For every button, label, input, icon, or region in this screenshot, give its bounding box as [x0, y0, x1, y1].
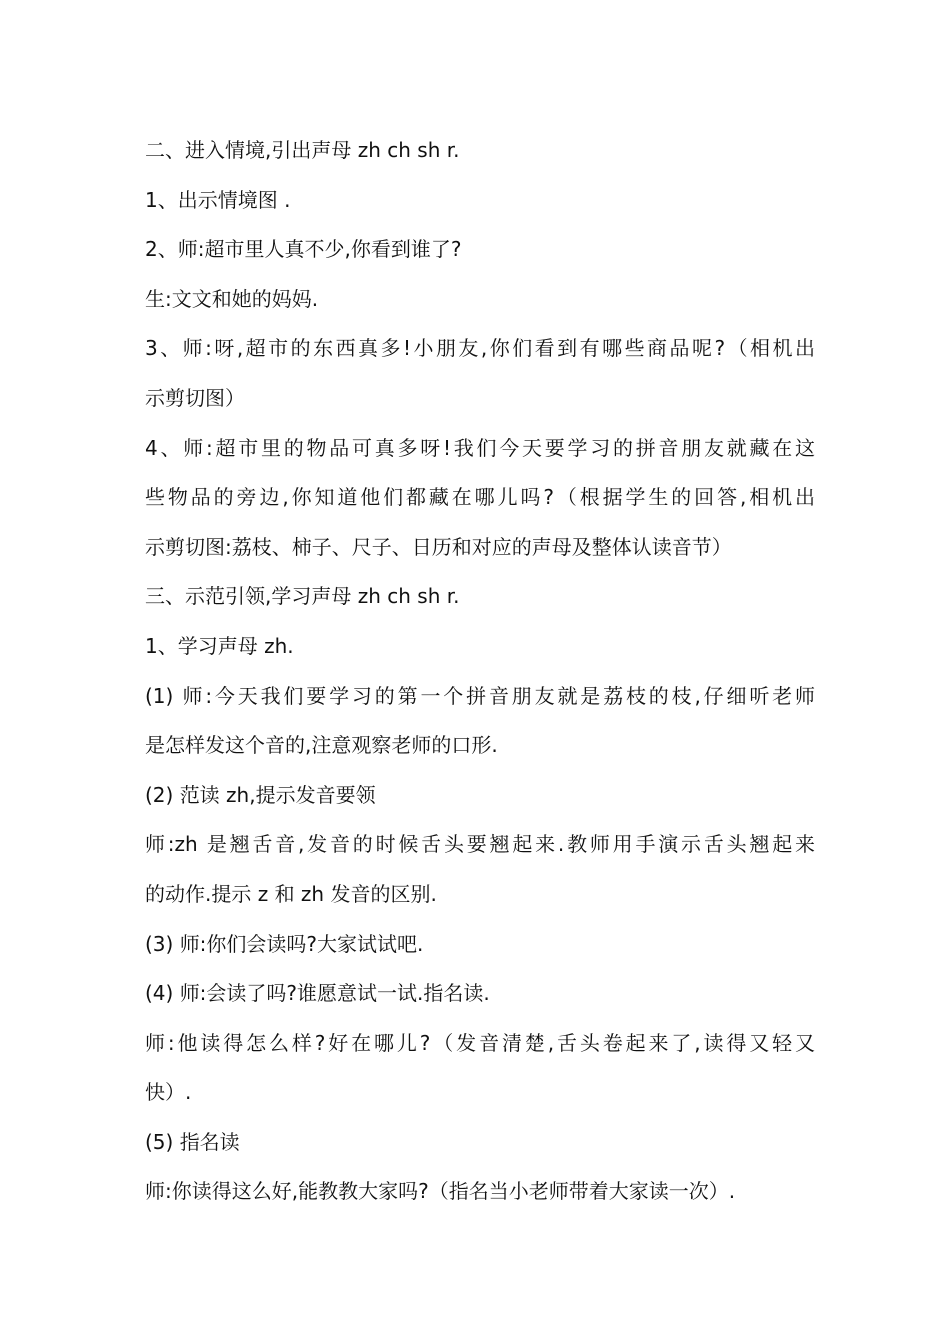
- paragraph-line: (5) 指名读: [145, 1129, 240, 1154]
- paragraph-line: 示剪切图）: [145, 385, 245, 410]
- paragraph-line: 师:zh 是翘舌音,发音的时候舌头要翘起来.教师用手演示舌头翘起来: [145, 832, 815, 857]
- document-body: [145, 126, 815, 1217]
- paragraph-line: 1、出示情境图 .: [145, 187, 291, 212]
- paragraph-line: (2) 范读 zh,提示发音要领: [145, 782, 376, 807]
- paragraph-line: 3、师:呀,超市的东西真多!小朋友,你们看到有哪些商品呢?（相机出: [145, 336, 815, 361]
- paragraph-line: 是怎样发这个音的,注意观察老师的口形.: [145, 733, 498, 758]
- paragraph-line: 示剪切图:荔枝、柿子、尺子、日历和对应的声母及整体认读音节）: [145, 534, 732, 559]
- paragraph-line: 1、学习声母 zh.: [145, 633, 294, 658]
- paragraph-line: 4、师:超市里的物品可真多呀!我们今天要学习的拼音朋友就藏在这: [145, 435, 815, 460]
- paragraph-line: 生:文文和她的妈妈.: [145, 286, 319, 311]
- paragraph-line: (3) 师:你们会读吗?大家试试吧.: [145, 931, 424, 956]
- paragraph-line: 师:你读得这么好,能教教大家吗?（指名当小老师带着大家读一次）.: [145, 1179, 736, 1204]
- paragraph-line: 2、师:超市里人真不少,你看到谁了?: [145, 237, 462, 262]
- paragraph-line: 的动作.提示 z 和 zh 发音的区别.: [145, 881, 437, 906]
- section-heading: 三、示范引领,学习声母 zh ch sh r.: [145, 584, 460, 609]
- paragraph-line: (4) 师:会读了吗?谁愿意试一试.指名读.: [145, 981, 490, 1006]
- section-heading: 二、进入情境,引出声母 zh ch sh r.: [145, 138, 460, 162]
- paragraph-line: 快）.: [145, 1080, 192, 1105]
- paragraph-line: 些物品的旁边,你知道他们都藏在哪儿吗?（根据学生的回答,相机出: [145, 485, 815, 510]
- paragraph-line: 师:他读得怎么样?好在哪儿?（发音清楚,舌头卷起来了,读得又轻又: [145, 1030, 815, 1055]
- paragraph-line: (1) 师:今天我们要学习的第一个拼音朋友就是荔枝的枝,仔细听老师: [145, 683, 815, 708]
